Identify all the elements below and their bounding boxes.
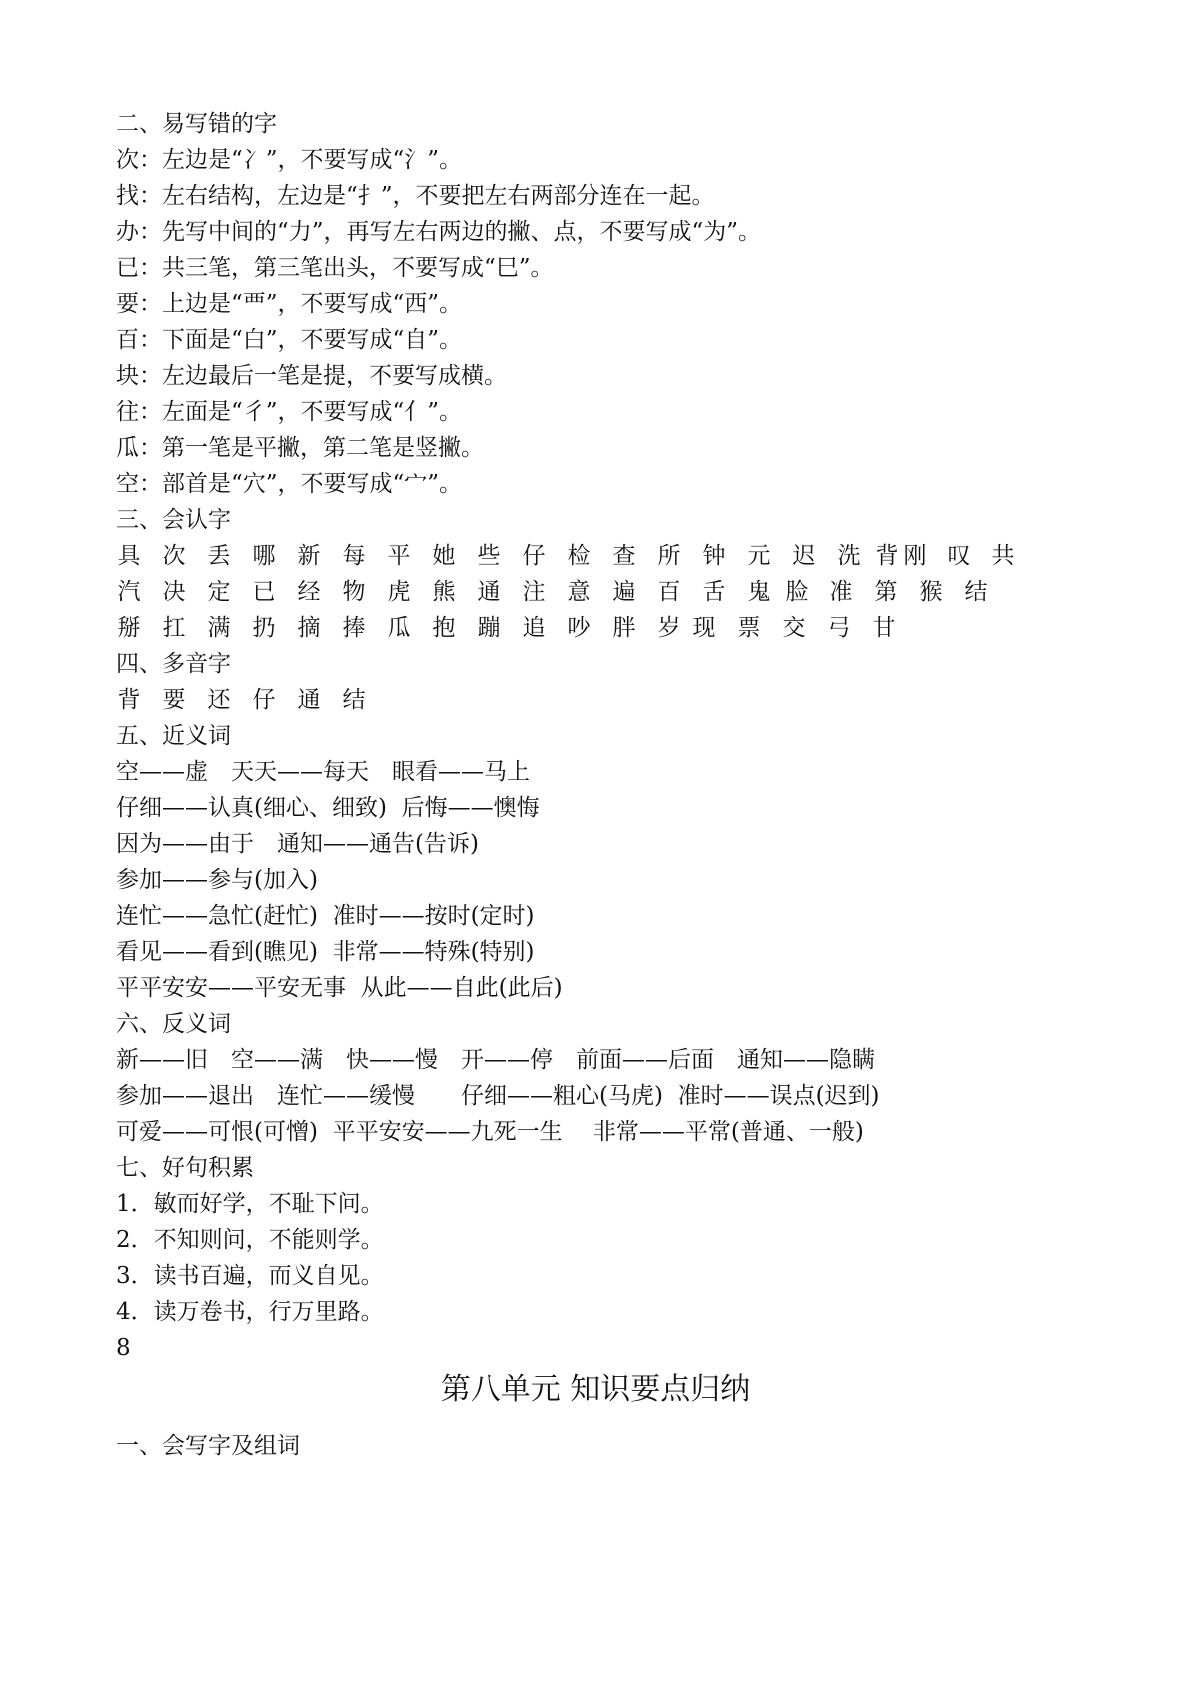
char: 捧 (342, 615, 366, 641)
char: 迟 (792, 543, 816, 569)
char: 新 (297, 543, 321, 569)
unit-title: 第八单元 知识要点归纳 (440, 1372, 751, 1407)
char: 满 (207, 615, 231, 641)
char: 仔 (522, 543, 546, 569)
char: 结 (342, 687, 366, 713)
char: 已 (252, 579, 276, 605)
section-heading-4: 四、多音字 (116, 651, 231, 677)
char: 抱 (432, 615, 456, 641)
char: 结 (964, 579, 988, 605)
char: 百 (657, 579, 681, 605)
char-row-2 (116, 578, 1096, 606)
char: 虎 (387, 579, 411, 605)
char: 还 (207, 687, 231, 713)
char: 摘 (297, 615, 321, 641)
char: 她 (432, 543, 456, 569)
text-line: 2．不知则问，不能则学。 (116, 1227, 384, 1253)
char: 仔 (252, 687, 276, 713)
char: 决 (162, 579, 186, 605)
char: 岁 (657, 615, 681, 641)
char: 脸 (785, 579, 809, 605)
char: 熊 (432, 579, 456, 605)
text-line: 参加——退出 连忙——缓慢 仔细——粗心(马虎) 准时——误点(迟到) (116, 1083, 880, 1109)
char: 通 (477, 579, 501, 605)
char: 扔 (252, 615, 276, 641)
text-line: 瓜：第一笔是平撇，第二笔是竖撇。 (116, 435, 484, 461)
text-line: 空——虚 天天——每天 眼看——马上 (116, 759, 530, 785)
text-line: 可爱——可恨(可憎) 平平安安——九死一生 非常——平常(普通、一般) (116, 1119, 864, 1145)
char: 刚 (903, 543, 927, 569)
char: 丢 (207, 543, 231, 569)
char: 洗 (837, 543, 861, 569)
text-line: 连忙——急忙(赶忙) 准时——按时(定时) (116, 903, 535, 929)
char: 现 (692, 615, 716, 641)
char: 些 (477, 543, 501, 569)
text-line: 块：左边最后一笔是提，不要写成横。 (116, 363, 507, 389)
polyphone-row (116, 686, 1096, 714)
char: 平 (387, 543, 411, 569)
char: 遍 (612, 579, 636, 605)
char: 共 (991, 543, 1015, 569)
char: 叹 (947, 543, 971, 569)
char: 背 (875, 543, 899, 569)
char: 准 (829, 579, 853, 605)
char: 追 (522, 615, 546, 641)
char: 掰 (117, 615, 141, 641)
char: 钟 (702, 543, 726, 569)
text-line: 4．读万卷书，行万里路。 (116, 1299, 384, 1325)
section-heading-7: 七、好句积累 (116, 1155, 254, 1181)
char: 检 (567, 543, 591, 569)
text-line: 要：上边是“覀”，不要写成“西”。 (116, 291, 463, 317)
text-line: 往：左面是“彳”，不要写成“亻”。 (116, 399, 463, 425)
text-line: 因为——由于 通知——通告(告诉) (116, 831, 479, 857)
char: 猴 (919, 579, 943, 605)
char: 弓 (827, 615, 851, 641)
char: 第 (874, 579, 898, 605)
char: 鬼 (747, 579, 771, 605)
char: 瓜 (387, 615, 411, 641)
char: 要 (162, 687, 186, 713)
char: 背 (117, 687, 141, 713)
char-row-1 (116, 542, 1096, 570)
char: 交 (782, 615, 806, 641)
page-number: 8 (116, 1335, 131, 1361)
char: 意 (567, 579, 591, 605)
char: 票 (737, 615, 761, 641)
section-heading-5: 五、近义词 (116, 723, 231, 749)
char: 元 (747, 543, 771, 569)
char: 注 (522, 579, 546, 605)
section-heading-3: 三、会认字 (116, 507, 231, 533)
text-line: 空：部首是“穴”，不要写成“宀”。 (116, 471, 463, 497)
char: 胖 (612, 615, 636, 641)
char: 定 (207, 579, 231, 605)
char: 哪 (252, 543, 276, 569)
text-line: 已：共三笔，第三笔出头，不要写成“巳”。 (116, 255, 554, 281)
char: 物 (342, 579, 366, 605)
text-line: 次：左边是“冫”，不要写成“氵”。 (116, 147, 463, 173)
section-heading-2: 二、易写错的字 (116, 111, 277, 137)
char: 蹦 (477, 615, 501, 641)
text-line: 办：先写中间的“力”，再写左右两边的撇、点，不要写成“为”。 (116, 219, 762, 245)
section-heading-1: 一、会写字及组词 (116, 1433, 300, 1459)
char: 吵 (567, 615, 591, 641)
char: 经 (297, 579, 321, 605)
text-line: 1．敏而好学，不耻下问。 (116, 1191, 384, 1217)
text-line: 参加——参与(加入) (116, 867, 318, 893)
text-line: 看见——看到(瞧见) 非常——特殊(特别) (116, 939, 535, 965)
char: 次 (162, 543, 186, 569)
text-line: 百：下面是“白”，不要写成“自”。 (116, 327, 463, 353)
char: 甘 (872, 615, 896, 641)
text-line: 平平安安——平安无事 从此——自此(此后) (116, 975, 563, 1001)
char: 汽 (117, 579, 141, 605)
char: 每 (342, 543, 366, 569)
char: 具 (117, 543, 141, 569)
text-line: 仔细——认真(细心、细致) 后悔——懊悔 (116, 795, 540, 821)
char: 扛 (162, 615, 186, 641)
text-line: 找：左右结构，左边是“扌”，不要把左右两部分连在一起。 (116, 183, 715, 209)
text-line: 3．读书百遍，而义自见。 (116, 1263, 384, 1289)
section-heading-6: 六、反义词 (116, 1011, 231, 1037)
char: 舌 (702, 579, 726, 605)
char-row-3 (116, 614, 1096, 642)
char: 通 (297, 687, 321, 713)
char: 所 (657, 543, 681, 569)
char: 查 (612, 543, 636, 569)
text-line: 新——旧 空——满 快——慢 开——停 前面——后面 通知——隐瞒 (116, 1047, 875, 1073)
